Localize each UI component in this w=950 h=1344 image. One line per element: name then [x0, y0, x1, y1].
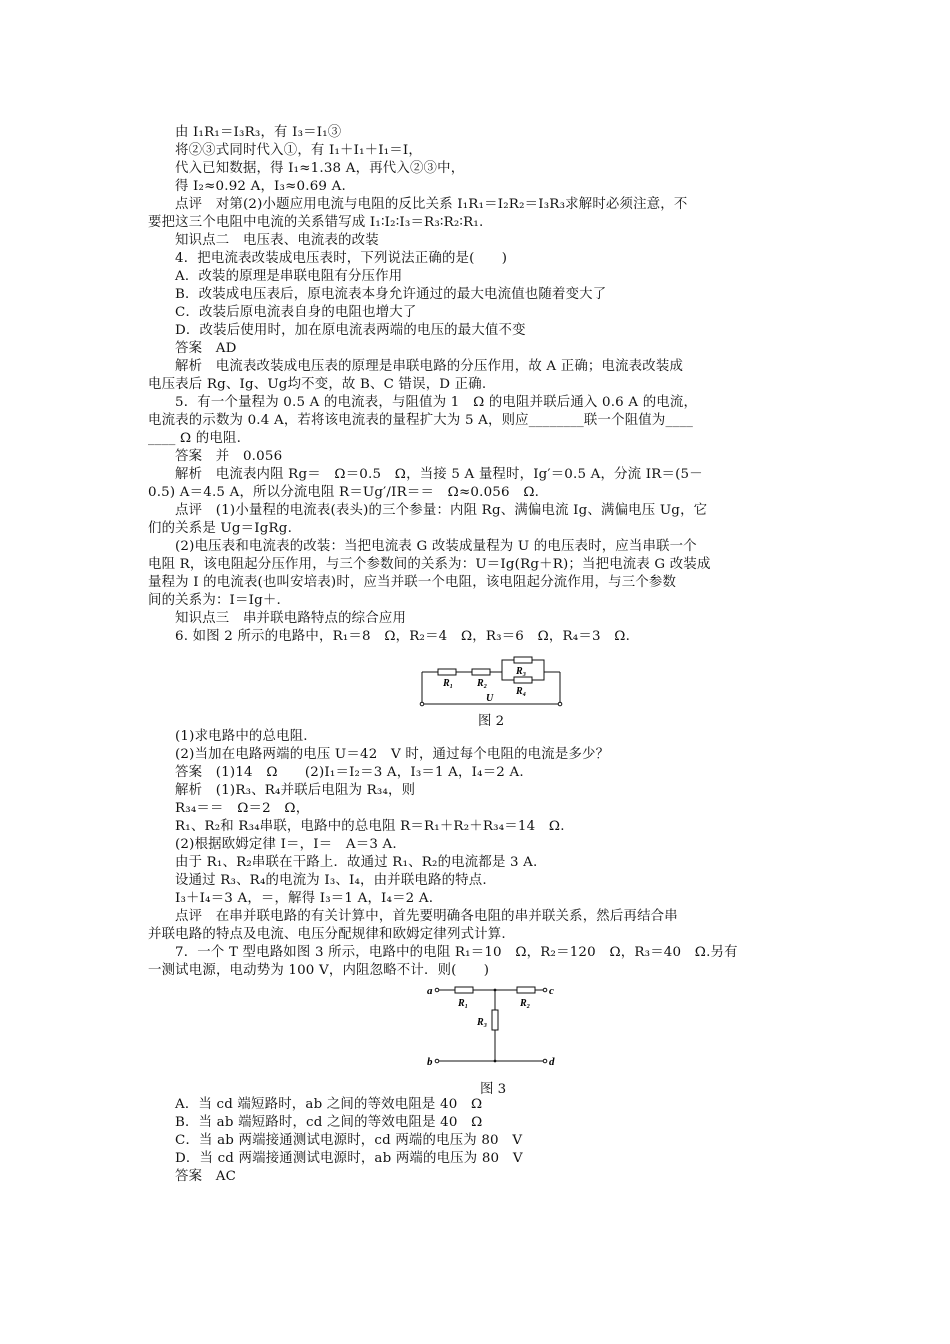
label-r1: R₁: [443, 678, 454, 689]
answer: 答案 AC: [175, 1169, 237, 1184]
figure-3-caption: 图 3: [480, 1082, 507, 1097]
option-a: A．改装的原理是串联电阻有分压作用: [175, 269, 403, 284]
text-line: 们的关系是 Ug＝IgRg.: [148, 521, 293, 536]
text-line: 并联电路的特点及电流、电压分配规律和欧姆定律列式计算.: [148, 927, 506, 942]
question-stem: 7．一个 T 型电路如图 3 所示，电路中的电阻 R₁＝10 Ω，R₂＝120 Ω，R₃＝40 Ω.另有: [175, 945, 738, 960]
option-b: B．当 ab 端短路时，cd 之间的等效电阻是 40 Ω: [175, 1115, 483, 1130]
text-line: 点评 (1)小量程的电流表(表头)的三个参量：内阻 Rg、满偏电流 Ig、满偏电压 Ug，它: [175, 503, 708, 518]
question-stem: 6. 如图 2 所示的电路中，R₁＝8 Ω，R₂＝4 Ω，R₃＝6 Ω，R₄＝3 Ω.: [175, 629, 631, 644]
question-stem: 4．把电流表改装成电压表时，下列说法正确的是( ): [175, 251, 508, 266]
text-line: R₃₄＝＝ Ω＝2 Ω，: [175, 801, 310, 816]
text-line: I₃＋I₄＝3 A，＝，解得 I₃＝1 A，I₄＝2 A.: [175, 891, 434, 906]
text-line: ____ Ω 的电阻.: [148, 431, 242, 446]
label-c: c: [549, 985, 554, 997]
label-r2: R₂: [520, 998, 531, 1009]
option-d: D．改装后使用时，加在原电流表两端的电压的最大值不变: [175, 323, 526, 338]
text-line: 电流表的示数为 0.4 A，若将该电流表的量程扩大为 5 A，则应________联一个阻值为____: [148, 413, 694, 428]
figure-3-t-circuit-diagram: [425, 980, 565, 1072]
question-stem: 5．有一个量程为 0.5 A 的电流表，与阻值为 1 Ω 的电阻并联后通入 0.6 A 的电流，: [175, 395, 698, 410]
section-heading: 知识点二 电压表、电流表的改装: [175, 233, 379, 248]
figure-2-caption: 图 2: [478, 714, 505, 729]
text-line: 间的关系为：I＝Ig＋.: [148, 593, 281, 608]
option-b: B．改装成电压表后，原电流表本身允许通过的最大电流值也随着变大了: [175, 287, 607, 302]
text-line: 量程为 I 的电流表(也叫安培表)时，应当并联一个电阻，该电阻起分流作用，与三个参数: [148, 575, 677, 590]
text-line: 由 I₁R₁＝I₃R₃，有 I₃＝I₁③: [175, 125, 342, 140]
option-d: D．当 cd 两端接通测试电源时，ab 两端的电压为 80 V: [175, 1151, 523, 1166]
label-u: U: [486, 693, 494, 704]
label-a: a: [427, 985, 433, 997]
section-heading: 知识点三 串并联电路特点的综合应用: [175, 611, 407, 626]
text-line: 由于 R₁、R₂串联在干路上．故通过 R₁、R₂的电流都是 3 A.: [175, 855, 538, 870]
text-line: 要把这三个电阻中电流的关系错写成 I₁∶I₂∶I₃＝R₃∶R₂∶R₁.: [148, 215, 484, 230]
answer: 答案 (1)14 Ω (2)I₁＝I₂＝3 A，I₃＝1 A，I₄＝2 A.: [175, 765, 524, 780]
text-line: (2)电压表和电流表的改装：当把电流表 G 改装成量程为 U 的电压表时，应当串联一个: [175, 539, 697, 554]
text-line: 得 I₂≈0.92 A，I₃≈0.69 A.: [175, 179, 346, 194]
option-a: A．当 cd 端短路时，ab 之间的等效电阻是 40 Ω: [175, 1097, 483, 1112]
option-c: C．当 ab 两端接通测试电源时，cd 两端的电压为 80 V: [175, 1133, 523, 1148]
text-line: R₁、R₂和 R₃₄串联，电路中的总电阻 R＝R₁＋R₂＋R₃₄＝14 Ω.: [175, 819, 565, 834]
text-line: 设通过 R₃、R₄的电流为 I₃、I₄，由并联电路的特点.: [175, 873, 487, 888]
text-line: 解析 电流表改装成电压表的原理是串联电路的分压作用，故 A 正确；电流表改装成: [175, 359, 684, 374]
text-line: (2)当加在电路两端的电压 U＝42 V 时，通过每个电阻的电流是多少？: [175, 747, 610, 762]
answer: 答案 AD: [175, 341, 237, 356]
text-line: 电阻 R，该电阻起分压作用，与三个参数间的关系为：U＝Ig(Rg＋R)；当把电流表 G 改装成: [148, 557, 711, 572]
text-line: 解析 电流表内阻 Rg＝ Ω＝0.5 Ω，当接 5 A 量程时，Ig′＝0.5 A，分流 IR＝(5－: [175, 467, 703, 482]
figure-2-circuit-diagram: [410, 648, 570, 710]
text-line: 0.5) A＝4.5 A，所以分流电阻 R＝Ug′/IR＝＝ Ω≈0.056 Ω.: [148, 485, 540, 500]
text-line: 代入已知数据，得 I₁≈1.38 A，再代入②③中，: [175, 161, 465, 176]
option-c: C．改装后原电流表自身的电阻也增大了: [175, 305, 417, 320]
text-line: 解析 (1)R₃、R₄并联后电阻为 R₃₄，则: [175, 783, 416, 798]
text-line: 点评 在串并联电路的有关计算中，首先要明确各电阻的串并联关系，然后再结合串: [175, 909, 678, 924]
text-line: 将②③式同时代入①，有 I₁＋I₁＋I₁＝I，: [175, 143, 422, 158]
answer: 答案 并 0.056: [175, 449, 283, 464]
label-r3: R₃: [516, 666, 527, 677]
label-r4: R₄: [516, 686, 527, 697]
text-line: (2)根据欧姆定律 I＝，I＝ A＝3 A.: [175, 837, 397, 852]
label-b: b: [427, 1056, 433, 1068]
text-line: (1)求电路中的总电阻.: [175, 729, 308, 744]
text-line: 电压表后 Rg、Ig、Ug均不变，故 B、C 错误，D 正确.: [148, 377, 487, 392]
label-r2: R₂: [477, 678, 488, 689]
label-r3: R₃: [477, 1017, 488, 1028]
text-line: 点评 对第(2)小题应用电流与电阻的反比关系 I₁R₁＝I₂R₂＝I₃R₃求解时必须注意，不: [175, 197, 688, 212]
text-line: 一测试电源，电动势为 100 V，内阻忽略不计．则( ): [148, 963, 490, 978]
label-r1: R₁: [458, 998, 469, 1009]
label-d: d: [549, 1056, 555, 1068]
